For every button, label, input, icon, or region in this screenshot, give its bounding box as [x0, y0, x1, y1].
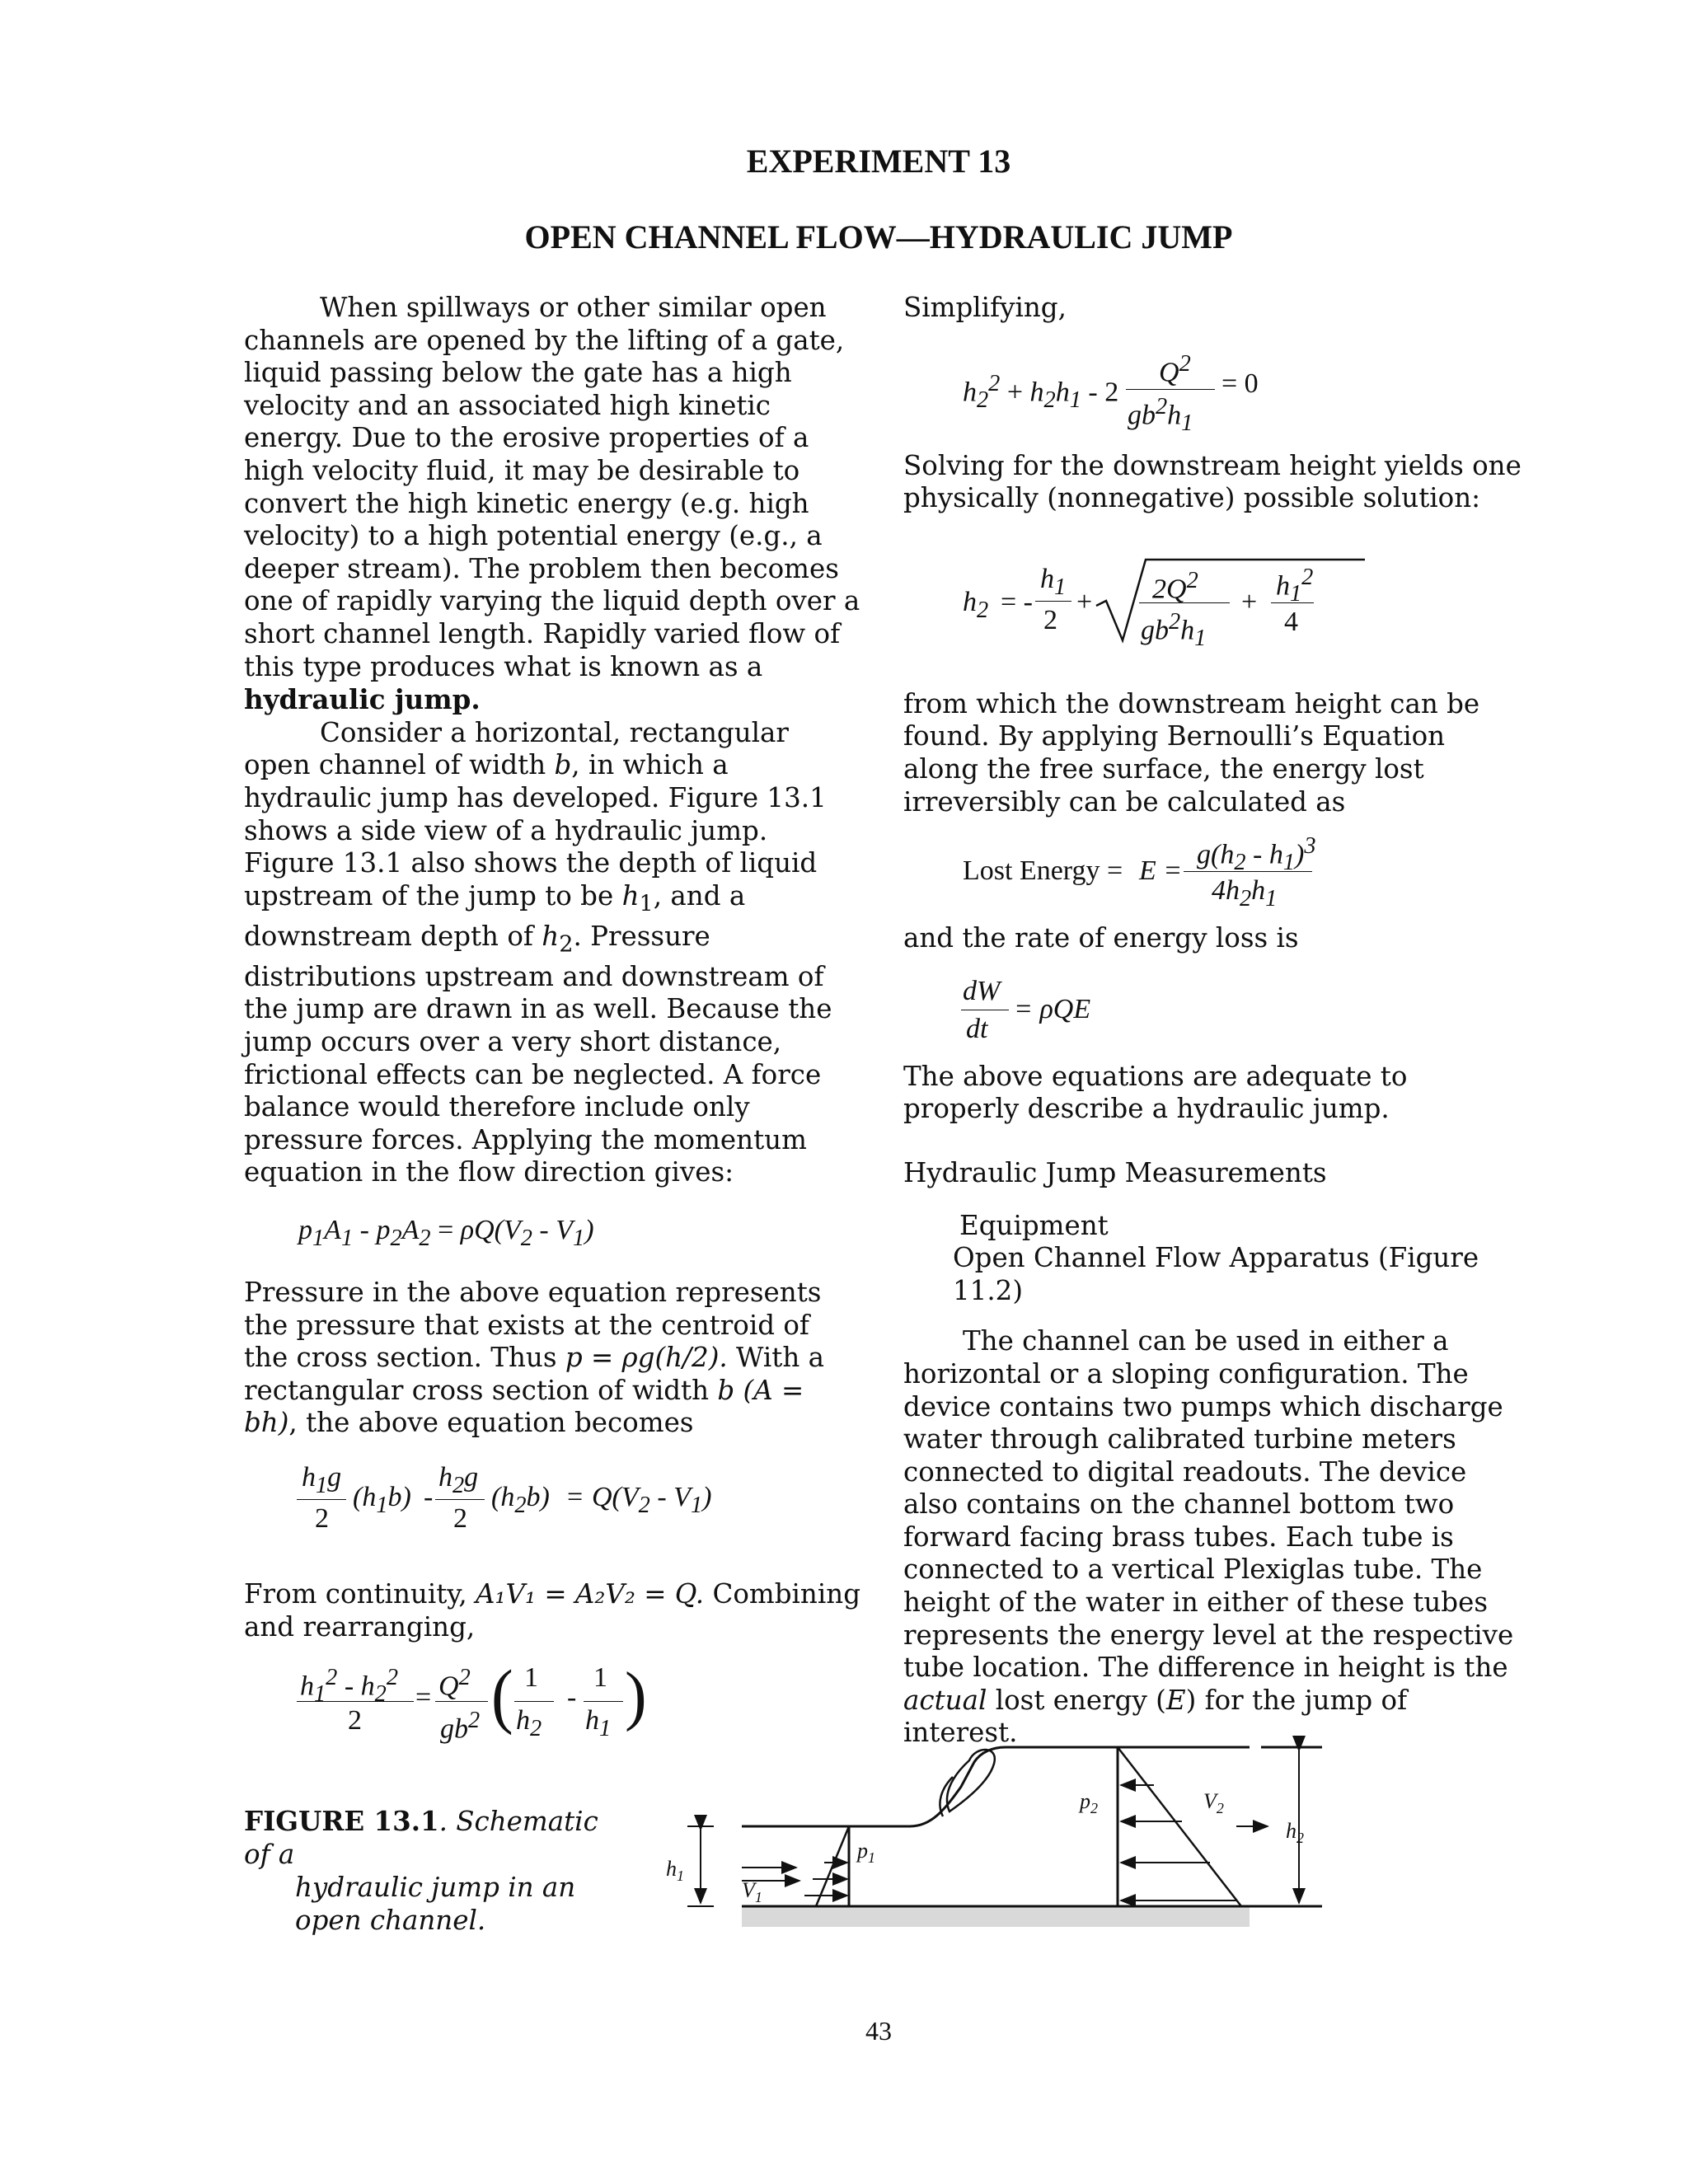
- roller-curl: [947, 1750, 995, 1811]
- equipment-heading: Equipment: [959, 1209, 1109, 1241]
- h1-label: $h_1$: [666, 1857, 684, 1884]
- experiment-number: EXPERIMENT 13: [746, 143, 1011, 180]
- solving-text: Solving for the downstream height yields one physically (nonnegative) possible solution:: [903, 449, 1522, 514]
- simplifying-text: Simplifying,: [903, 292, 1067, 323]
- page-title: OPEN CHANNEL FLOW—HYDRAULIC JUMP: [524, 218, 1233, 255]
- momentum-equation: $p_1A_1 - p_2A_2 = \rho Q(V_2 - V_1)$: [298, 1215, 594, 1251]
- downstream-height-equation: $h_2$ = - $h_1$ 2 + $2Q^2$ $gb^2h_1$ + $h_1^2$ 4: [903, 515, 1522, 688]
- lost-energy-equation: Lost Energy = E = $g(h_2 - h_1)^3$ $4h_2h_1$: [963, 833, 1316, 912]
- h2-label: $h_2$: [1286, 1819, 1304, 1846]
- p2-label: $p_2$: [1080, 1789, 1098, 1816]
- hydraulic-jump-schematic: [659, 1731, 1360, 1945]
- jump-surface: [854, 1747, 1250, 1826]
- section-heading: Hydraulic Jump Measurements: [903, 1156, 1327, 1188]
- figure-caption: FIGURE 13.1. Schematic of a hydraulic jump in an open channel.: [244, 1805, 598, 1936]
- page-number: 43: [865, 2016, 892, 2046]
- p1-label: $p_1$: [857, 1839, 875, 1866]
- quadratic-equation: $h_2^2 + h_2h_1 - 2$ $Q^2$ $gb^2h_1$ = 0: [963, 350, 1259, 436]
- rate-text: and the rate of energy loss is: [903, 922, 1299, 954]
- v2-label: $V_2$: [1203, 1789, 1224, 1816]
- force-equation: $h_1g$ 2 $(h_1b)$ - $h_2g$ 2 $(h_2b)$ = $Q(V_2 - V_1)$: [244, 1440, 860, 1578]
- right-column: [903, 292, 1522, 1750]
- from-which-text: from which the downstream height can be found. By applying Bernoulli’s Equation along the free surface, the energy lost irreversibly can be calculated as: [903, 687, 1480, 818]
- consider-paragraph: Consider a horizontal, rectangular open channel of width b, in which a hydraulic jump has developed. Figure 13.1 shows a side view of a hydraulic jump. Figure 13.1 also shows the depth of liquid upstream of the jump to be $h_1$, and a downstream depth of $h_2$. Pressure distributions upstream and downstream of the jump are drawn in as well. Because the jump occurs over a very short distance, frictional effects can be neglected. A force balance would therefore include only pressure forces. Applying the momentum equation in the flow direction gives:: [244, 716, 832, 1188]
- v1-label: $V_1$: [742, 1878, 762, 1905]
- adequate-text: The above equations are adequate to properly describe a hydraulic jump.: [903, 1060, 1408, 1125]
- left-column: [244, 292, 860, 1759]
- pressure-paragraph: Pressure in the above equation represents the pressure that exists at the centroid of the cross section. Thus p = ρg(h/2). With a rectangular cross section of width b (A = bh), the above equation becomes: [244, 1277, 824, 1439]
- continuity-paragraph: From continuity, A₁V₁ = A₂V₂ = Q. Combining and rearranging,: [244, 1578, 860, 1643]
- rearranged-equation: $h_1^2 - h_2^2$ 2 = $Q^2$ $gb^2$ ( 1 $h_2$ - 1 $h_1$ ): [244, 1643, 860, 1759]
- apparatus-text: Open Channel Flow Apparatus (Figure 11.2): [953, 1242, 1479, 1306]
- power-equation: dW dt = ρQE: [963, 975, 1091, 1044]
- intro-paragraph: When spillways or other similar open channels are opened by the lifting of a gate, liquid passing below the gate has a high velocity and an associated high kinetic energy. Due to the erosive properties of a high velocity fluid, it may be desirable to convert the high kinetic energy (e.g. high velocity) to a high potential energy (e.g., a deeper stream). The problem then becomes one of rapidly varying the liquid depth over a short channel length. Rapidly varied flow of this type produces what is known as a hydraulic jump.: [244, 292, 860, 716]
- channel-paragraph: The channel can be used in either a horizontal or a sloping configuration. The device contains two pumps which discharge water through calibrated turbine meters connected to digital readouts. The device also contains on the channel bottom two forward facing brass tubes. Each tube is connected to a vertical Plexiglas tube. The height of the water in either of these tubes represents the energy level at the respective tube location. The difference in height is the actual lost energy (E) for the jump of interest.: [903, 1325, 1514, 1749]
- channel-bed: [742, 1907, 1250, 1927]
